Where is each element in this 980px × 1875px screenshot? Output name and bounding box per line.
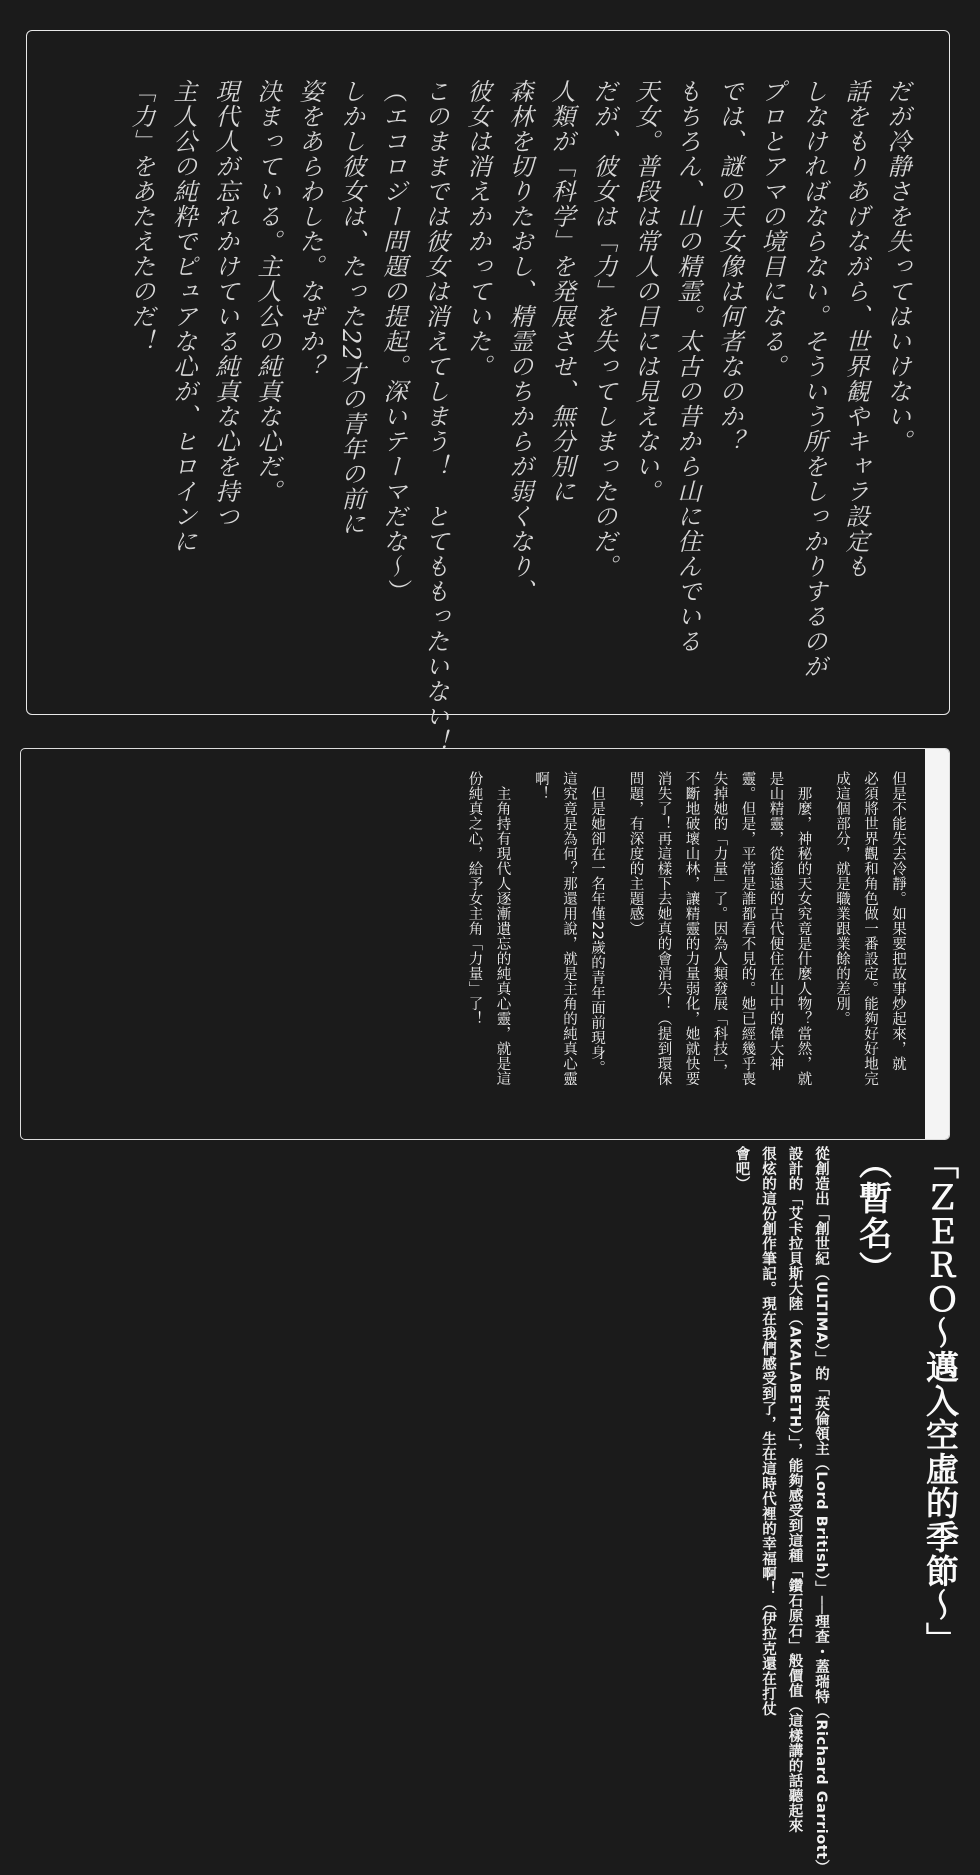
intro-line: 會吧） bbox=[733, 1146, 750, 1191]
handwritten-line: 姿をあらわした。なぜか？ bbox=[295, 79, 323, 379]
handwritten-line: 主人公の純粋でピュアな心が、ヒロインに bbox=[169, 79, 197, 554]
text-column: 是山精靈，從遙遠的古代便住在山中的偉大神 bbox=[767, 771, 784, 1071]
text-column: 那麼，神秘的天女究竟是什麼人物？當然，就 bbox=[795, 771, 812, 1086]
intro-line: 很炫的這份創作筆記。現在我們感受到了，生在這時代裡的幸福啊！（伊拉克還在打仗 bbox=[760, 1146, 776, 1716]
text-column: 靈。但是，平常是誰都看不見的。她已經幾乎喪 bbox=[739, 771, 756, 1086]
text-column: 必須將世界觀和角色做一番設定。能夠好好地完 bbox=[862, 771, 878, 1086]
text-column: 份純真之心，給予女主角「力量」了！ bbox=[466, 771, 483, 1026]
handwritten-line: 人類が「科学」を発展させ、無分別に bbox=[547, 79, 575, 504]
intro-line: 從創造出「創世紀（ULTIMA）」的「英倫領主（Lord British）」──理查・蓋瑞特（Richard Garriott） bbox=[813, 1146, 829, 1875]
handwritten-note-panel bbox=[26, 30, 950, 754]
handwritten-line: しかし彼女は、たった22才の青年の前に bbox=[337, 79, 365, 537]
handwritten-line: では、謎の天女像は何者なのか？ bbox=[715, 79, 743, 454]
title-wrap bbox=[909, 1146, 964, 1656]
handwritten-line: 現代人が忘れかけている純真な心を持つ bbox=[211, 79, 239, 529]
text-column: 但是不能失去冷靜。如果要把故事炒起來，就 bbox=[890, 771, 906, 1071]
handwritten-line: もちろん、山の精霊。太古の昔から山に住んでいる bbox=[673, 79, 701, 654]
article-header bbox=[722, 1146, 964, 1875]
handwritten-line: 決まっている。主人公の純真な心だ。 bbox=[253, 79, 281, 504]
handwritten-line: 話をもりあげながら、世界観やキャラ設定も bbox=[841, 79, 869, 579]
text-column: 主角持有現代人逐漸遺忘的純真心靈，就是這 bbox=[494, 771, 511, 1086]
text-column: 啊！ bbox=[533, 771, 549, 801]
handwritten-line: 「力」をあたえたのだ！ bbox=[127, 79, 155, 354]
text-column: 這究竟是為何？那還用說，就是主角的純真心靈 bbox=[561, 771, 577, 1086]
subtitle-wrap bbox=[842, 1146, 897, 1384]
handwritten-line: （エコロジー問題の提起。深いテーマだな～） bbox=[379, 79, 407, 604]
handwritten-note-text bbox=[111, 79, 911, 754]
translation-text-panel bbox=[20, 748, 950, 1140]
handwritten-line: プロとアマの境目になる。 bbox=[757, 79, 785, 379]
text-column: 失掉她的「力量」了。因為人類發展「科技」， bbox=[711, 771, 728, 1079]
intro-line: 設計的「艾卡拉貝斯大陸（AKALABETH）」，能夠感受到這種「鑽石原石」般價值（這樣講的話聽起來 bbox=[786, 1146, 803, 1834]
page-subtitle: （暫名） bbox=[854, 1146, 893, 1286]
panel-edge-stripe bbox=[925, 749, 949, 1139]
translation-text bbox=[454, 771, 906, 1121]
text-column: 成這個部分，就是職業跟業餘的差別。 bbox=[834, 771, 850, 1026]
handwritten-line: 森林を切りたおし、精霊のちからが弱くなり、 bbox=[505, 79, 533, 604]
page-title: 「ＺＥＲＯ～邁入空虛的季節～」 bbox=[921, 1146, 960, 1656]
handwritten-line: このままでは彼女は消えてしまう！ とてももったいない！ bbox=[421, 79, 449, 754]
text-column: 消失了！再這樣下去她真的會消失！（提到環保 bbox=[655, 771, 672, 1086]
handwritten-line: しなければならない。そういう所をしっかりするのが bbox=[799, 79, 827, 679]
handwritten-line: 天女。普段は常人の目には見えない。 bbox=[631, 79, 659, 504]
handwritten-line: だが冷静さを失ってはいけない。 bbox=[883, 79, 911, 454]
text-column: 問題，有深度的主題感） bbox=[627, 771, 644, 936]
handwritten-line: 彼女は消えかかっていた。 bbox=[463, 79, 491, 379]
text-column: 但是她卻在一名年僅22歲的青年面前現身。 bbox=[589, 771, 605, 1076]
handwritten-line: だが、彼女は「力」を失ってしまったのだ。 bbox=[589, 79, 617, 579]
text-column: 不斷地破壞山林，讓精靈的力量弱化，她就快要 bbox=[683, 771, 700, 1086]
